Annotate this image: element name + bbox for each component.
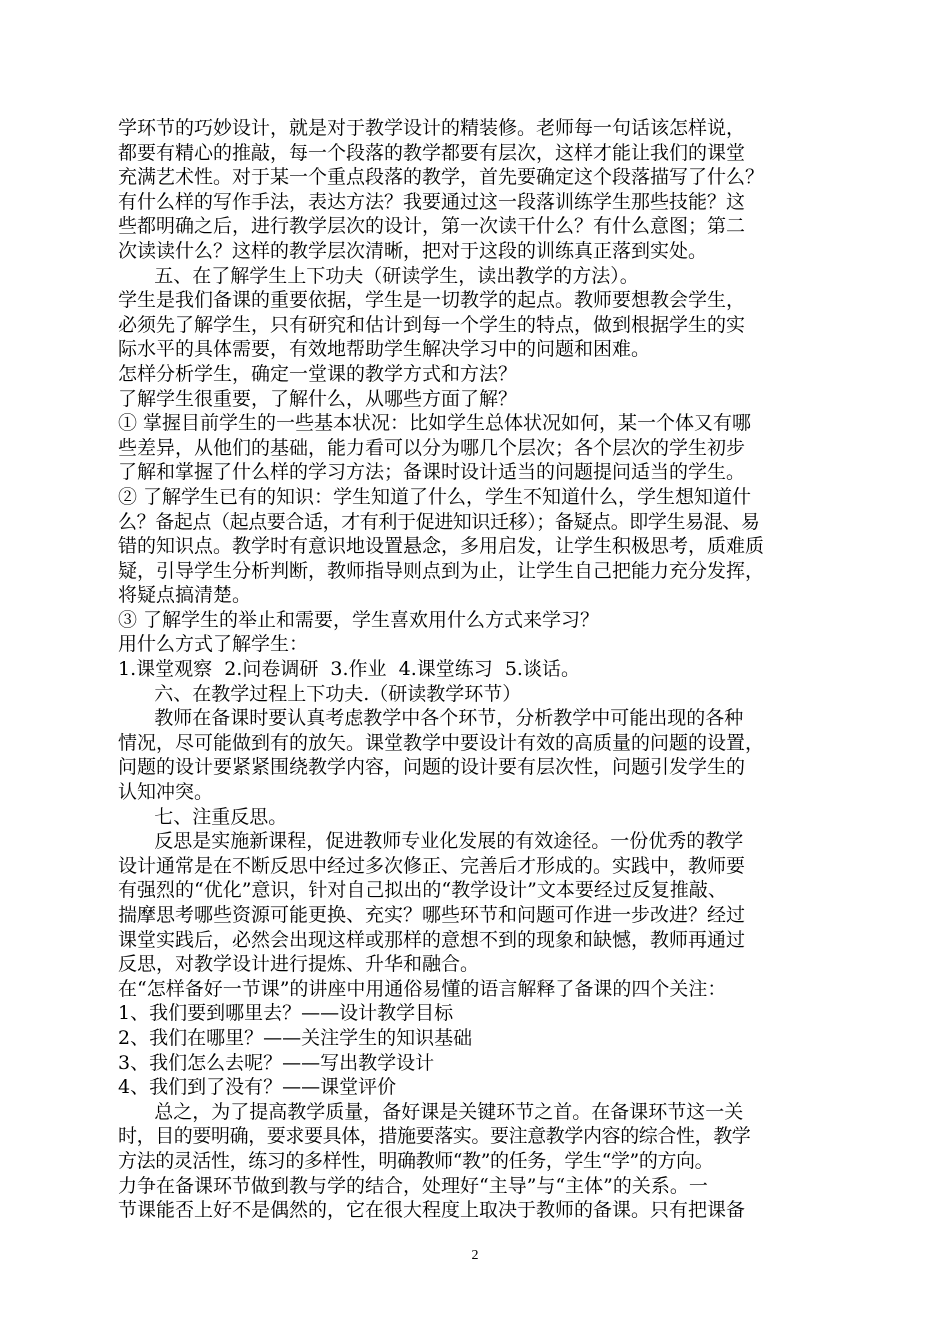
text-line: 1.课堂观察 2.问卷调研 3.作业 4.课堂练习 5.谈话。 <box>118 658 580 681</box>
text-line: 际水平的具体需要，有效地帮助学生解决学习中的问题和困难。 <box>118 338 651 361</box>
text-line: 将疑点搞清楚。 <box>118 584 252 607</box>
text-line: ① 掌握目前学生的一些基本状况：比如学生总体状况如何，某一个体又有哪 <box>118 412 752 435</box>
text-line: ② 了解学生已有的知识：学生知道了什么，学生不知道什么，学生想知道什 <box>118 485 752 508</box>
text-line: 总之，为了提高教学质量，备好课是关键环节之首。在备课环节这一关 <box>118 1100 744 1123</box>
text-line: 怎样分析学生，确定一堂课的教学方式和方法？ <box>118 362 518 385</box>
text-line: 么？备起点（起点要合适，才有利于促进知识迁移）；备疑点。即学生易混、易 <box>118 510 760 533</box>
text-line: 了解和掌握了什么样的学习方法；备课时设计适当的问题提问适当的学生。 <box>118 461 746 484</box>
text-line: 3、我们怎么去呢？——写出教学设计 <box>118 1051 435 1074</box>
text-line: 情况，尽可能做到有的放矢。课堂教学中要设计有效的高质量的问题的设置， <box>118 731 765 754</box>
text-line: 反思，对教学设计进行提炼、升华和融合。 <box>118 953 480 976</box>
text-line: 力争在备课环节做到教与学的结合，处理好“主导”与“主体”的关系。一 <box>118 1174 708 1197</box>
text-line: 1、我们要到哪里去？——设计教学目标 <box>118 1002 454 1025</box>
text-line: 教师在备课时要认真考虑教学中各个环节，分析教学中可能出现的各种 <box>118 707 744 730</box>
text-line: 4、我们到了没有？——课堂评价 <box>118 1076 397 1099</box>
text-line: 用什么方式了解学生： <box>118 633 309 656</box>
text-line: 方法的灵活性，练习的多样性，明确教师“教”的任务，学生“学”的方向。 <box>118 1149 714 1172</box>
text-line: 疑，引导学生分析判断，教师指导则点到为止，让学生自己把能力充分发挥， <box>118 559 765 582</box>
text-line: 学生是我们备课的重要依据，学生是一切教学的起点。教师要想教会学生， <box>118 289 746 312</box>
text-line: 五、在了解学生上下功夫（研读学生，读出教学的方法）。 <box>118 264 639 287</box>
text-line: 在“怎样备好一节课”的讲座中用通俗易懂的语言解释了备课的四个关注： <box>118 977 727 1000</box>
text-line: 些差异，从他们的基础，能力看可以分为哪几个层次；各个层次的学生初步 <box>118 436 746 459</box>
text-line: 次读读什么？这样的教学层次清晰，把对于这段的训练真正落到实处。 <box>118 239 708 262</box>
text-line: 六、在教学过程上下功夫.（研读教学环节） <box>118 682 522 705</box>
text-line: 揣摩思考哪些资源可能更换、充实？哪些环节和问题可作进一步改进？经过 <box>118 904 746 926</box>
text-line: 2、我们在哪里？——关注学生的知识基础 <box>118 1026 473 1049</box>
text-line: 都要有精心的推敲，每一个段落的教学都要有层次，这样才能让我们的课堂 <box>118 141 746 164</box>
page-number: 2 <box>471 1248 479 1263</box>
text-line: 节课能否上好不是偶然的，它在很大程度上取决于教师的备课。只有把课备 <box>118 1199 746 1222</box>
text-line: 些都明确之后，进行教学层次的设计，第一次读干什么？有什么意图；第二 <box>118 215 746 238</box>
text-line: ③ 了解学生的举止和需要，学生喜欢用什么方式来学习？ <box>118 608 600 631</box>
text-line: 设计通常是在不断反思中经过多次修正、完善后才形成的。实践中，教师要 <box>118 854 746 877</box>
text-line: 充满艺术性。对于某一个重点段落的教学，首先要确定这个段落描写了什么？ <box>118 166 765 189</box>
text-line: 七、注重反思。 <box>118 805 288 828</box>
text-line: 有什么样的写作手法，表达方法？我要通过这一段落训练学生那些技能？这 <box>118 190 746 213</box>
text-line: 时，目的要明确，要求要具体，措施要落实。要注意教学内容的综合性，教学 <box>118 1125 751 1148</box>
text-line: 问题的设计要紧紧围绕教学内容，问题的设计要有层次性，问题引发学生的 <box>118 756 746 779</box>
text-line: 反思是实施新课程，促进教师专业化发展的有效途径。一份优秀的教学 <box>118 830 744 853</box>
body-text <box>118 116 838 1223</box>
text-line: 错的知识点。教学时有意识地设置悬念，多用启发，让学生积极思考，质难质 <box>118 535 765 558</box>
text-line: 课堂实践后，必然会出现这样或那样的意想不到的现象和缺憾，教师再通过 <box>118 928 746 951</box>
text-line: 有强烈的“优化”意识，针对自己拟出的“教学设计”文本要经过反复推敲、 <box>118 879 727 902</box>
text-line: 认知冲突。 <box>118 781 214 804</box>
text-line: 必须先了解学生，只有研究和估计到每一个学生的特点，做到根据学生的实 <box>118 313 746 336</box>
text-line: 了解学生很重要，了解什么，从哪些方面了解？ <box>118 387 518 410</box>
text-line: 学环节的巧妙设计，就是对于教学设计的精装修。老师每一句话该怎样说， <box>118 117 746 139</box>
